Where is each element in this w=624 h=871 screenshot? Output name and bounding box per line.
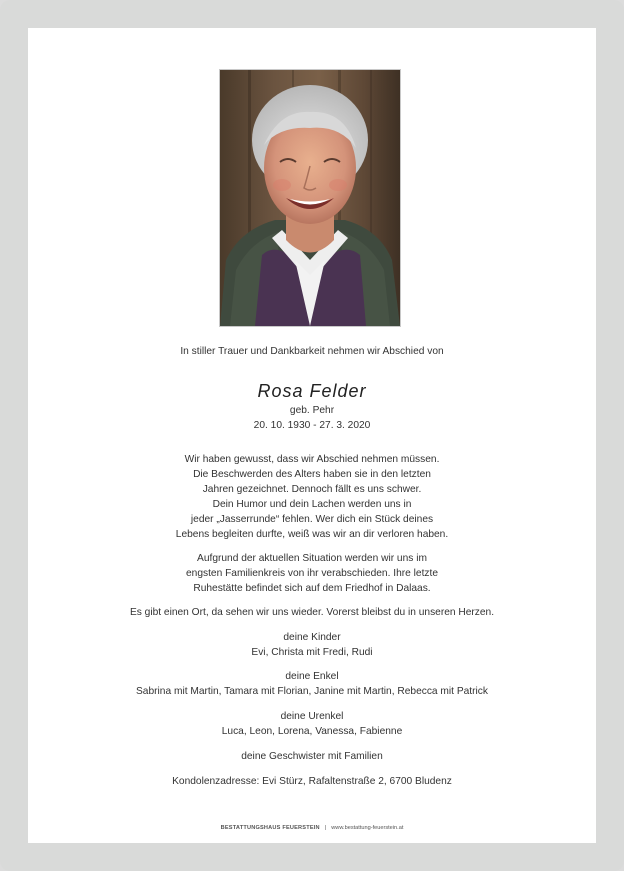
footer-separator: | (324, 825, 327, 831)
poem-line: Jahren gezeichnet. Dennoch fällt es uns schwer. (202, 484, 422, 495)
notice-line: Aufgrund der aktuellen Situation werden wir uns im (197, 553, 427, 564)
great-grandchildren-names: Luca, Leon, Lorena, Vanessa, Fabienne (221, 726, 403, 737)
footer-brand: BESTATTUNGSHAUS FEUERSTEIN (220, 825, 320, 831)
poem-line: Lebens begleiten durfte, weiß was wir an dir verloren haben. (175, 529, 449, 540)
poem-line: Wir haben gewusst, dass wir Abschied nehmen müssen. (184, 454, 440, 465)
siblings-text: deine Geschwister mit Familien (241, 751, 383, 762)
intro-text: In stiller Trauer und Dankbarkeit nehmen wir Abschied von (180, 346, 444, 357)
grandchildren-label: deine Enkel (285, 671, 339, 682)
children-label: deine Kinder (283, 632, 341, 643)
deceased-name: Rosa Felder (257, 381, 367, 401)
footer-website[interactable]: www.bestattung-feuerstein.at (331, 825, 404, 831)
poem-line: Die Beschwerden des Alters haben sie in den letzten (193, 469, 431, 480)
notice-line: engsten Familienkreis von ihr verabschieden. Ihre letzte (186, 568, 438, 579)
children-names: Evi, Christa mit Fredi, Rudi (251, 647, 373, 658)
life-dates: 20. 10. 1930 - 27. 3. 2020 (253, 420, 371, 431)
condolence-address: Kondolenzadresse: Evi Stürz, Rafaltenstraße 2, 6700 Bludenz (172, 776, 452, 787)
grandchildren-names: Sabrina mit Martin, Tamara mit Florian, Janine mit Martin, Rebecca mit Patrick (136, 686, 488, 697)
poem-line: Dein Humor und dein Lachen werden uns in (212, 499, 412, 510)
footer (28, 825, 596, 831)
farewell-text: Es gibt einen Ort, da sehen wir uns wieder. Vorerst bleibst du in unseren Herzen. (129, 607, 495, 618)
poem-line: jeder „Jasserrunde“ fehlen. Wer dich ein Stück deines (190, 514, 434, 525)
great-grandchildren-label: deine Urenkel (280, 711, 344, 722)
notice-line: Ruhestätte befindet sich auf dem Friedhof in Dalaas. (193, 583, 431, 594)
obituary-sheet (28, 28, 596, 843)
birth-name: geb. Pehr (289, 405, 335, 416)
portrait-photo (219, 69, 401, 327)
